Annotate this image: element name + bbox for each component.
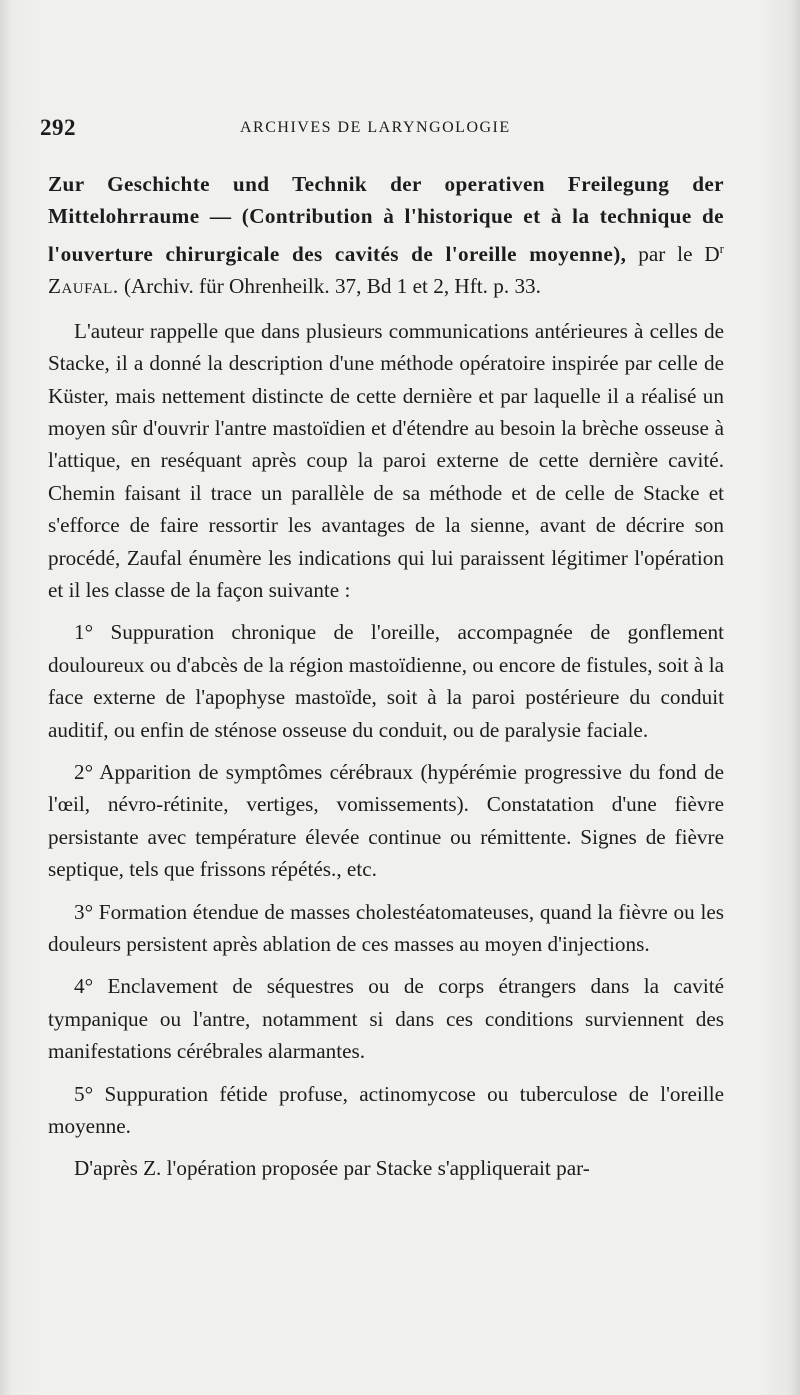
paragraph-continuation: D'après Z. l'opération proposée par Stacke s'appliquerait par- [74,1156,590,1181]
paragraph-intro: L'auteur rappelle que dans plusieurs communications antérieures à celles de Stacke, il a donné la description d'une méthode opératoire inspirée par celle de Küster, mais nettement distincte de cette dernière et par laquelle il a réalisé un moyen sûr d'ouvrir l'antre mastoïdien et d'étendre au besoin la brèche osseuse à l'attique, en reséquant après coup la paroi externe de cette dernière cavité. Chemin faisant il trace un parallèle de sa méthode et de celle de Stacke et s'efforce de faire ressortir les avantages de la sienne, avant de décrire son procédé, Zaufal énumère les indications qui lui paraissent légitimer l'opération et il les classe de la façon suivante : [48,318,724,602]
by-line: par le D [638,241,720,266]
doctor-abbrev-sup: r [719,240,724,256]
journal-title: ARCHIVES DE LARYNGOLOGIE [240,119,511,136]
bibliographic-entry [48,168,724,303]
citation: (Archiv. für Ohrenheilk. 37, Bd 1 et 2, Hft. p. 33. [123,274,541,299]
article-title: Zur Geschichte und Technik der operativen Freilegung der Mittelohrraume — (Contribution à l'historique et à la technique de l'ouverture chirurgicale des cavités de l'oreille moyenne), [48,172,724,266]
indication-1: 1° Suppuration chronique de l'oreille, accompagnée de gonflement douloureux ou d'abcès de la région mastoïdienne, ou encore de fistules, soit à la face externe de l'apophyse mastoïde, soit à la paroi postérieure du conduit auditif, ou enfin de sténose osseuse du conduit, ou de paralysie faciale. [48,620,724,742]
running-head [40,115,730,145]
indication-3: 3° Formation étendue de masses cholestéatomateuses, quand la fièvre ou les douleurs persistent après ablation de ces masses au moyen d'injections. [48,899,724,956]
page-number: 292 [40,115,76,140]
indication-5: 5° Suppuration fétide profuse, actinomycose ou tuberculose de l'oreille moyenne. [48,1081,724,1139]
indication-4: 4° Enclavement de séquestres ou de corps étrangers dans la cavité tympanique ou l'antre, notamment si dans ces conditions surviennent des manifestations cérébrales alarmantes. [48,974,724,1064]
author-name: Zaufal. [48,274,119,299]
indication-2: 2° Apparition de symptômes cérébraux (hypérémie progressive du fond de l'œil, névro-rétinite, vertiges, vomissements). Constatation d'une fièvre persistante avec température élevée continue ou rémittente. Signes de fièvre septique, tels que frissons répétés., etc. [48,759,724,882]
page-body [48,168,724,1195]
